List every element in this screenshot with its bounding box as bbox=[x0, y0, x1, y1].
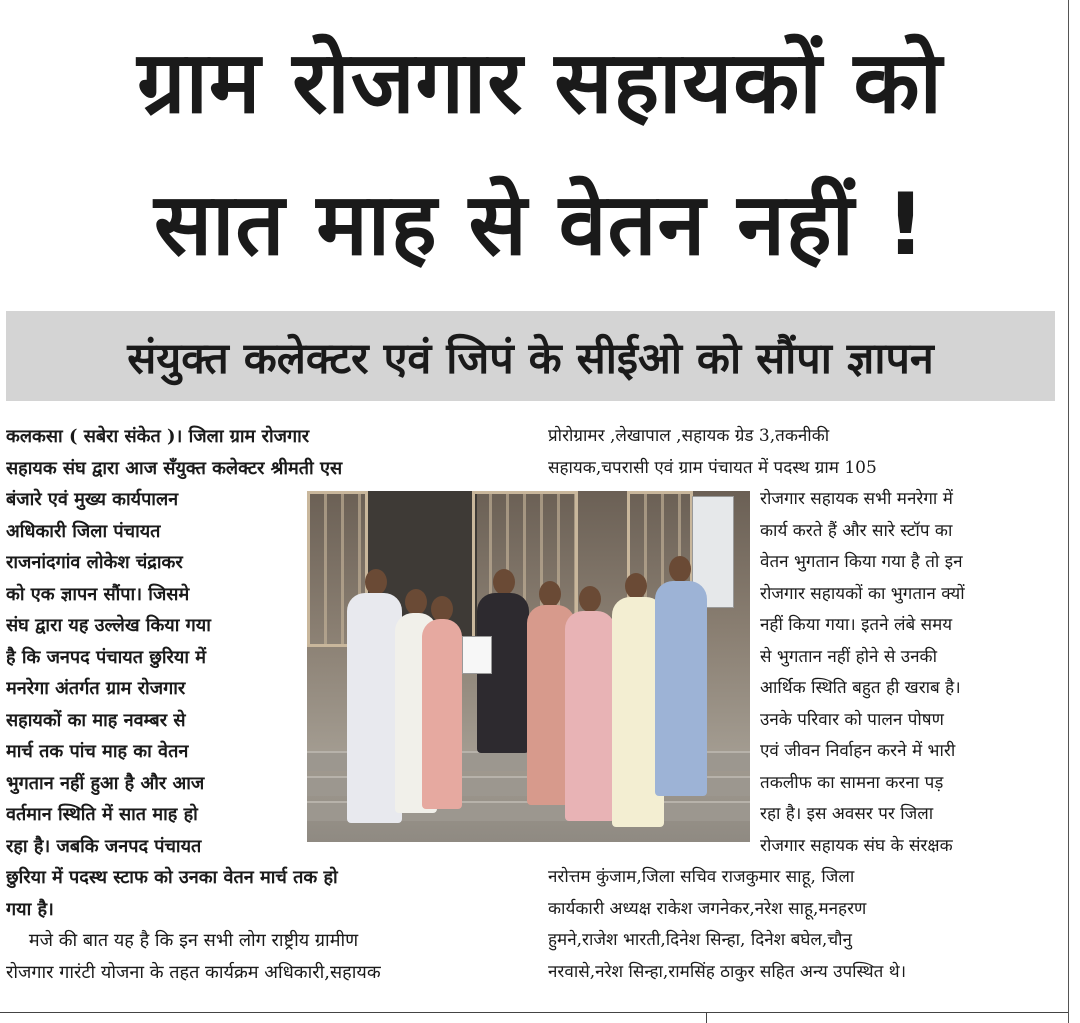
photo-person-head bbox=[625, 573, 647, 599]
page-border bbox=[1068, 0, 1069, 1023]
article-line: रोजगार गारंटी योजना के तहत कार्यक्रम अधिकारी,सहायक bbox=[6, 961, 381, 983]
photo-person bbox=[655, 581, 707, 796]
article-line: वर्तमान स्थिति में सात माह हो bbox=[6, 804, 198, 825]
photo-person bbox=[565, 611, 615, 821]
article-line: वेतन भुगतान किया गया है तो इन bbox=[760, 552, 963, 572]
photo-person-head bbox=[365, 569, 387, 595]
article-right-bottom bbox=[548, 862, 1053, 988]
article-line: हुमने,राजेश भारती,दिनेश सिन्हा, दिनेश बघेल,चौनु bbox=[548, 930, 852, 950]
article-line: रोजगार सहायकों का भुगतान क्यों bbox=[760, 583, 965, 604]
article-left-top bbox=[6, 421, 512, 484]
photo-person-head bbox=[405, 589, 427, 615]
subheadline: संयुक्त कलेक्टर एवं जिपं के सीईओ को सौंपा ज्ञापन bbox=[127, 333, 934, 384]
article-line: आर्थिक स्थिति बहुत ही खराब है। bbox=[760, 678, 961, 698]
article-line: उनके परिवार को पालन पोषण bbox=[760, 709, 944, 730]
article-line: सहायकों का माह नवम्बर से bbox=[6, 709, 186, 731]
column-tick bbox=[706, 1013, 707, 1023]
article-line: छुरिया में पदस्थ स्टाफ को उनका वेतन मार्च तक हो bbox=[6, 867, 338, 888]
photo-person bbox=[347, 593, 402, 823]
article-line: सहायक,चपरासी एवं ग्राम पंचायत में पदस्थ ग्राम 105 bbox=[548, 457, 877, 478]
article-line: कार्य करते हैं और सारे स्टॉप का bbox=[760, 520, 953, 541]
article-left-narrow bbox=[6, 484, 298, 862]
news-photo bbox=[307, 491, 750, 842]
article-line: कार्यकारी अध्यक्ष राकेश जगनेकर,नरेश साहू,मनहरण bbox=[548, 898, 867, 919]
article-line: गया है। bbox=[6, 898, 54, 920]
photo-person-head bbox=[579, 586, 601, 612]
article-line: को एक ज्ञापन सौंपा। जिसमे bbox=[6, 583, 190, 605]
article-line: अधिकारी जिला पंचायत bbox=[6, 520, 161, 542]
photo-person bbox=[422, 619, 462, 809]
article-line: है कि जनपद पंचायत छुरिया में bbox=[6, 646, 207, 668]
article-line: मार्च तक पांच माह का वेतन bbox=[6, 741, 189, 762]
article-line: बंजारे एवं मुख्य कार्यपालन bbox=[6, 489, 179, 510]
article-line: प्रोरोग्रामर ,लेखापाल ,सहायक ग्रेड 3,तकनीकी bbox=[548, 426, 830, 446]
article-right-top bbox=[548, 421, 1053, 484]
article-line: मनरेगा अंतर्गत ग्राम रोजगार bbox=[6, 678, 186, 699]
article-line: तकलीफ का सामना करना पड़ bbox=[760, 772, 944, 793]
headline-line-1: ग्राम रोजगार सहायकों को bbox=[137, 33, 943, 133]
article-line: एवं जीवन निर्वाहन करने में भारी bbox=[760, 741, 956, 761]
article-line: मजे की बात यह है कि इन सभी लोग राष्ट्रीय ग्रामीण bbox=[6, 930, 359, 951]
bottom-rule bbox=[0, 1012, 1068, 1013]
article-line: रोजगार सहायक संघ के संरक्षक bbox=[760, 835, 953, 856]
article-line: सहायक संघ द्वारा आज सँयुक्त कलेक्टर श्रीमती एस bbox=[6, 457, 343, 479]
photo-memorandum-paper bbox=[462, 636, 492, 674]
photo-person-head bbox=[493, 569, 515, 595]
article-left-bottom bbox=[6, 862, 512, 988]
subheadline-band bbox=[6, 311, 1055, 401]
article-line: से भुगतान नहीं होने से उनकी bbox=[760, 646, 937, 667]
article-line: रोजगार सहायक सभी मनरेगा में bbox=[760, 489, 953, 509]
article-line: नहीं किया गया। इतने लंबे समय bbox=[760, 615, 953, 635]
article-line: कलकसा ( सबेरा संकेत )। जिला ग्राम रोजगार bbox=[6, 426, 310, 447]
article-line: नरवासे,नरेश सिन्हा,रामसिंह ठाकुर सहित अन्य उपस्थित थे। bbox=[548, 961, 907, 982]
article-line: राजनांदगांव लोकेश चंद्राकर bbox=[6, 552, 183, 573]
article-line: संघ द्वारा यह उल्लेख किया गया bbox=[6, 615, 211, 636]
headline-line-2: सात माह से वेतन नहीं ! bbox=[153, 175, 927, 275]
article-line: रहा है। जबकि जनपद पंचायत bbox=[6, 835, 202, 857]
article-line: रहा है। इस अवसर पर जिला bbox=[760, 804, 934, 824]
article-line: भुगतान नहीं हुआ है और आज bbox=[6, 772, 205, 794]
article-line: नरोत्तम कुंजाम,जिला सचिव राजकुमार साहू, जिला bbox=[548, 867, 855, 887]
photo-person-head bbox=[539, 581, 561, 607]
article-right-narrow bbox=[760, 484, 1055, 862]
photo-person-head bbox=[669, 556, 691, 582]
